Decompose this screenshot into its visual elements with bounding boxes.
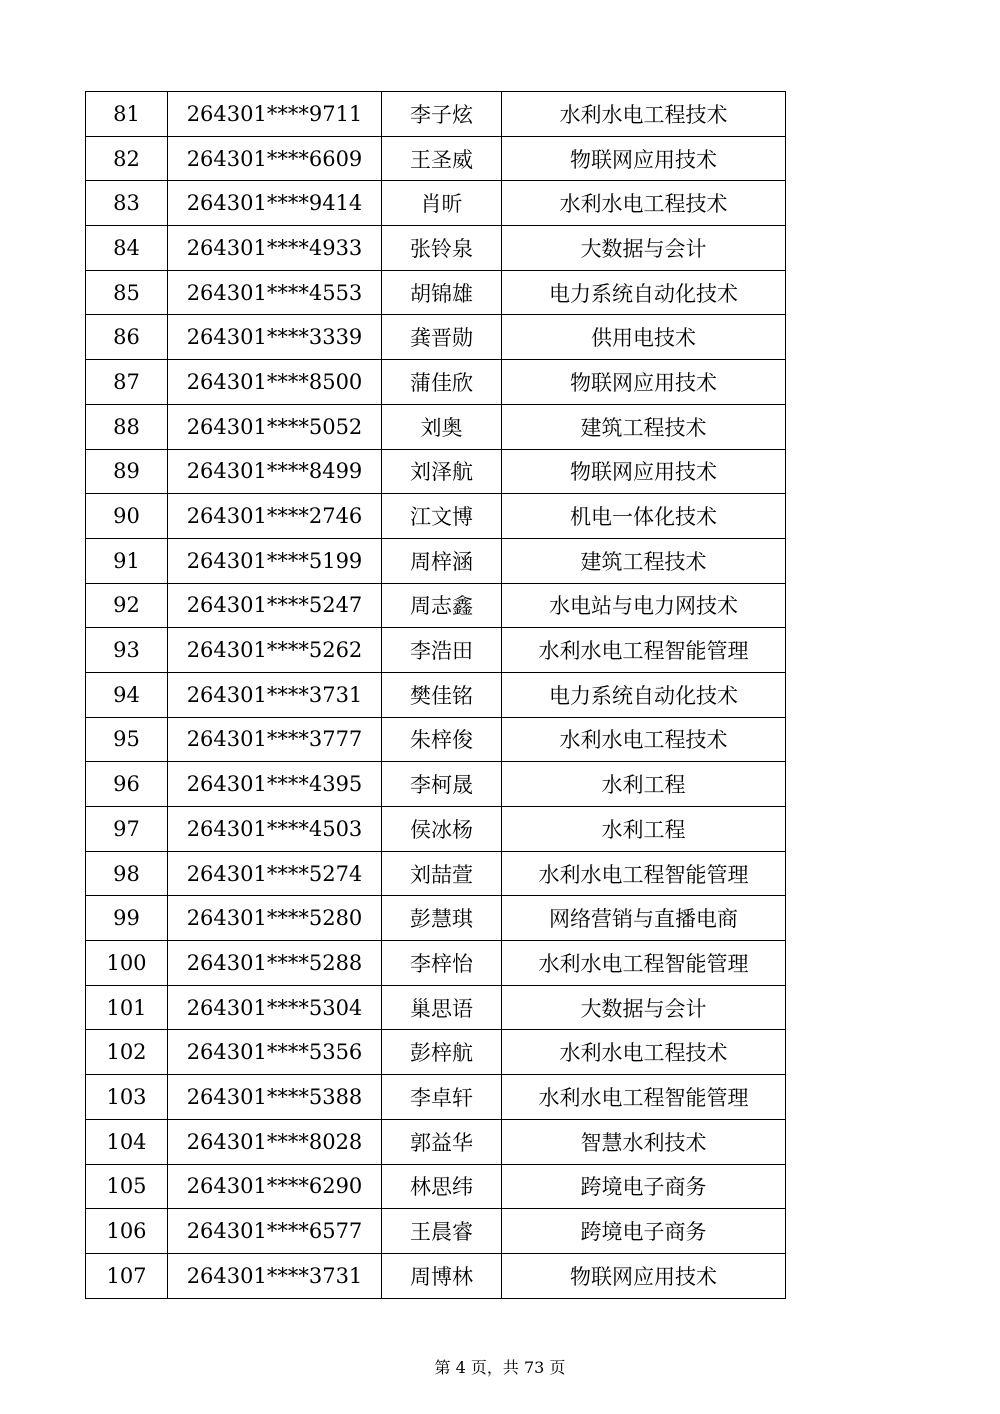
id-number-cell: 264301****3731 xyxy=(168,1253,382,1298)
row-number-cell: 94 xyxy=(86,672,168,717)
row-number-cell: 104 xyxy=(86,1119,168,1164)
table-row xyxy=(86,985,786,1030)
row-number-cell: 83 xyxy=(86,181,168,226)
row-number-cell: 99 xyxy=(86,896,168,941)
student-name-cell: 龚晋勋 xyxy=(382,315,502,360)
table-row xyxy=(86,226,786,271)
table-row xyxy=(86,360,786,405)
row-number-cell: 96 xyxy=(86,762,168,807)
id-number-cell: 264301****9711 xyxy=(168,92,382,137)
row-number-cell: 85 xyxy=(86,270,168,315)
row-number-cell: 95 xyxy=(86,717,168,762)
id-number-cell: 264301****5247 xyxy=(168,583,382,628)
major-cell: 跨境电子商务 xyxy=(502,1209,786,1254)
id-number-cell: 264301****5388 xyxy=(168,1075,382,1120)
row-number-cell: 88 xyxy=(86,404,168,449)
major-cell: 物联网应用技术 xyxy=(502,449,786,494)
row-number-cell: 103 xyxy=(86,1075,168,1120)
row-number-cell: 97 xyxy=(86,807,168,852)
id-number-cell: 264301****4553 xyxy=(168,270,382,315)
row-number-cell: 98 xyxy=(86,851,168,896)
row-number-cell: 81 xyxy=(86,92,168,137)
table-row xyxy=(86,717,786,762)
page-number: 第 4 页，共 73 页 xyxy=(434,1358,566,1377)
major-cell: 水利水电工程智能管理 xyxy=(502,941,786,986)
major-cell: 水利水电工程技术 xyxy=(502,1030,786,1075)
student-name-cell: 彭慧琪 xyxy=(382,896,502,941)
student-name-cell: 郭益华 xyxy=(382,1119,502,1164)
id-number-cell: 264301****3731 xyxy=(168,672,382,717)
id-number-cell: 264301****5280 xyxy=(168,896,382,941)
major-cell: 物联网应用技术 xyxy=(502,360,786,405)
id-number-cell: 264301****8500 xyxy=(168,360,382,405)
major-cell: 水利工程 xyxy=(502,762,786,807)
id-number-cell: 264301****4503 xyxy=(168,807,382,852)
student-name-cell: 李梓怡 xyxy=(382,941,502,986)
table-row xyxy=(86,136,786,181)
table-row xyxy=(86,896,786,941)
row-number-cell: 87 xyxy=(86,360,168,405)
id-number-cell: 264301****5288 xyxy=(168,941,382,986)
major-cell: 水利工程 xyxy=(502,807,786,852)
table-row xyxy=(86,538,786,583)
id-number-cell: 264301****4395 xyxy=(168,762,382,807)
student-name-cell: 肖昕 xyxy=(382,181,502,226)
student-name-cell: 江文博 xyxy=(382,494,502,539)
major-cell: 水电站与电力网技术 xyxy=(502,583,786,628)
major-cell: 供用电技术 xyxy=(502,315,786,360)
row-number-cell: 101 xyxy=(86,985,168,1030)
id-number-cell: 264301****6609 xyxy=(168,136,382,181)
major-cell: 水利水电工程技术 xyxy=(502,717,786,762)
student-name-cell: 李卓轩 xyxy=(382,1075,502,1120)
table-row xyxy=(86,762,786,807)
row-number-cell: 102 xyxy=(86,1030,168,1075)
row-number-cell: 82 xyxy=(86,136,168,181)
student-name-cell: 周志鑫 xyxy=(382,583,502,628)
major-cell: 电力系统自动化技术 xyxy=(502,270,786,315)
row-number-cell: 86 xyxy=(86,315,168,360)
major-cell: 智慧水利技术 xyxy=(502,1119,786,1164)
id-number-cell: 264301****8499 xyxy=(168,449,382,494)
major-cell: 物联网应用技术 xyxy=(502,1253,786,1298)
table-row xyxy=(86,92,786,137)
table-row xyxy=(86,851,786,896)
id-number-cell: 264301****5304 xyxy=(168,985,382,1030)
table-row xyxy=(86,449,786,494)
row-number-cell: 106 xyxy=(86,1209,168,1254)
major-cell: 网络营销与直播电商 xyxy=(502,896,786,941)
major-cell: 水利水电工程技术 xyxy=(502,92,786,137)
major-cell: 水利水电工程智能管理 xyxy=(502,628,786,673)
major-cell: 电力系统自动化技术 xyxy=(502,672,786,717)
table-row xyxy=(86,583,786,628)
table-row xyxy=(86,1030,786,1075)
table-row xyxy=(86,315,786,360)
major-cell: 水利水电工程智能管理 xyxy=(502,1075,786,1120)
major-cell: 建筑工程技术 xyxy=(502,404,786,449)
id-number-cell: 264301****2746 xyxy=(168,494,382,539)
table-row xyxy=(86,672,786,717)
roster-table-body xyxy=(86,92,786,1299)
major-cell: 建筑工程技术 xyxy=(502,538,786,583)
table-row xyxy=(86,1209,786,1254)
table-row xyxy=(86,941,786,986)
id-number-cell: 264301****8028 xyxy=(168,1119,382,1164)
id-number-cell: 264301****6577 xyxy=(168,1209,382,1254)
student-name-cell: 周梓涵 xyxy=(382,538,502,583)
student-name-cell: 张铃泉 xyxy=(382,226,502,271)
student-name-cell: 周博林 xyxy=(382,1253,502,1298)
major-cell: 水利水电工程智能管理 xyxy=(502,851,786,896)
table-row xyxy=(86,628,786,673)
roster-table xyxy=(85,91,786,1299)
id-number-cell: 264301****5262 xyxy=(168,628,382,673)
row-number-cell: 100 xyxy=(86,941,168,986)
row-number-cell: 105 xyxy=(86,1164,168,1209)
row-number-cell: 84 xyxy=(86,226,168,271)
id-number-cell: 264301****9414 xyxy=(168,181,382,226)
student-name-cell: 李子炫 xyxy=(382,92,502,137)
student-name-cell: 李柯晟 xyxy=(382,762,502,807)
student-name-cell: 樊佳铭 xyxy=(382,672,502,717)
table-row xyxy=(86,1164,786,1209)
student-name-cell: 林思纬 xyxy=(382,1164,502,1209)
student-name-cell: 侯冰杨 xyxy=(382,807,502,852)
major-cell: 物联网应用技术 xyxy=(502,136,786,181)
id-number-cell: 264301****4933 xyxy=(168,226,382,271)
row-number-cell: 89 xyxy=(86,449,168,494)
table-row xyxy=(86,181,786,226)
student-name-cell: 李浩田 xyxy=(382,628,502,673)
student-name-cell: 蒲佳欣 xyxy=(382,360,502,405)
table-row xyxy=(86,1119,786,1164)
student-name-cell: 胡锦雄 xyxy=(382,270,502,315)
table-row xyxy=(86,807,786,852)
id-number-cell: 264301****5356 xyxy=(168,1030,382,1075)
row-number-cell: 92 xyxy=(86,583,168,628)
student-name-cell: 巢思语 xyxy=(382,985,502,1030)
major-cell: 机电一体化技术 xyxy=(502,494,786,539)
id-number-cell: 264301****3339 xyxy=(168,315,382,360)
student-name-cell: 彭梓航 xyxy=(382,1030,502,1075)
table-row xyxy=(86,494,786,539)
row-number-cell: 107 xyxy=(86,1253,168,1298)
student-name-cell: 刘奥 xyxy=(382,404,502,449)
row-number-cell: 90 xyxy=(86,494,168,539)
major-cell: 跨境电子商务 xyxy=(502,1164,786,1209)
row-number-cell: 93 xyxy=(86,628,168,673)
major-cell: 大数据与会计 xyxy=(502,985,786,1030)
student-name-cell: 朱梓俊 xyxy=(382,717,502,762)
id-number-cell: 264301****5052 xyxy=(168,404,382,449)
row-number-cell: 91 xyxy=(86,538,168,583)
table-row xyxy=(86,270,786,315)
major-cell: 水利水电工程技术 xyxy=(502,181,786,226)
table-row xyxy=(86,1075,786,1120)
student-name-cell: 刘泽航 xyxy=(382,449,502,494)
table-row xyxy=(86,404,786,449)
id-number-cell: 264301****5274 xyxy=(168,851,382,896)
table-row xyxy=(86,1253,786,1298)
student-name-cell: 刘喆萱 xyxy=(382,851,502,896)
id-number-cell: 264301****6290 xyxy=(168,1164,382,1209)
id-number-cell: 264301****3777 xyxy=(168,717,382,762)
student-name-cell: 王圣威 xyxy=(382,136,502,181)
major-cell: 大数据与会计 xyxy=(502,226,786,271)
student-name-cell: 王晨睿 xyxy=(382,1209,502,1254)
id-number-cell: 264301****5199 xyxy=(168,538,382,583)
